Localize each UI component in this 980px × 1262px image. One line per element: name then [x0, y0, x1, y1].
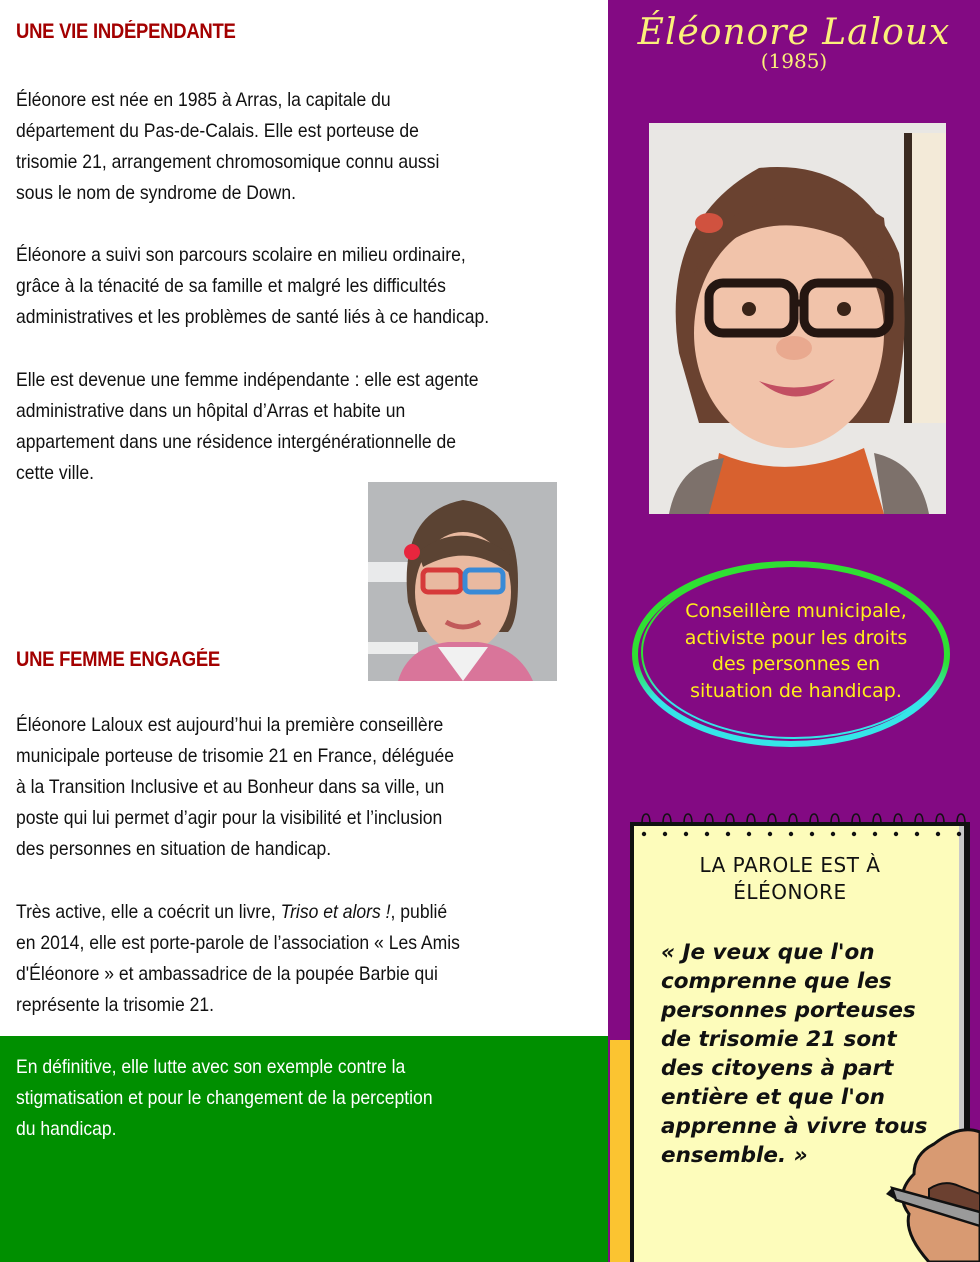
notepad-spiral-rings — [634, 812, 970, 838]
paragraph-book — [16, 897, 460, 1021]
section-heading-engaged-woman: UNE FEMME ENGAGÉE — [16, 648, 220, 671]
book-text-after: , publié en 2014, elle est porte-parole de l’association « Les Amis d'Éléonore » et ambassadrice de la poupée Barbie qui représente la trisomie 21. — [16, 901, 460, 1016]
small-photo — [368, 482, 557, 681]
portrait-image — [649, 123, 946, 514]
notepad-title: LA PAROLE EST À ÉLÉONORE — [699, 853, 881, 904]
notepad-quote: « Je veux que l'on comprenne que les personnes porteuses de trisomie 21 sont des citoyens à part entière et que l'on apprenne à vivre tous ensemble. » — [661, 940, 928, 1168]
amber-strip — [610, 1040, 630, 1262]
book-title: Triso et alors ! — [280, 901, 391, 923]
book-text-before: Très active, elle a coécrit un livre, — [16, 901, 281, 923]
section-heading-independent-life: UNE VIE INDÉPENDANTE — [16, 20, 236, 43]
paragraph-conclusion: En définitive, elle lutte avec son exemple contre la stigmatisation et pour le changement de la perception du handicap. — [16, 1056, 433, 1140]
portrait — [649, 123, 946, 514]
person-name: Éléonore Laloux — [637, 12, 951, 53]
paragraph-schooling: Éléonore a suivi son parcours scolaire en milieu ordinaire, grâce à la ténacité de sa famille et malgré les difficultés administratives et les problèmes de santé liés à ce handicap. — [16, 244, 490, 328]
paragraph-birth: Éléonore est née en 1985 à Arras, la capitale du département du Pas-de-Calais. Elle est porteuse de trisomie 21, arrangement chromosomique connu aussi sous le nom de syndrome de Down. — [16, 89, 440, 204]
hand-with-pen-icon — [884, 1124, 980, 1262]
conclusion-panel — [0, 1036, 610, 1262]
role-description: Conseillère municipale, activiste pour les droits des personnes en situation de handicap. — [684, 600, 908, 702]
paragraph-independence: Elle est devenue une femme indépendante : elle est agente administrative dans un hôpital d’Arras et habite un appartement dans une résidence intergénérationnelle de cette ville. — [16, 369, 479, 484]
birth-year: (1985) — [760, 49, 828, 73]
small-photo-image — [368, 482, 557, 681]
name-title — [608, 12, 980, 73]
paragraph-councillor: Éléonore Laloux est aujourd’hui la première conseillère municipale porteuse de trisomie 21 en France, déléguée à la Transition Inclusive et au Bonheur dans sa ville, un poste qui lui permet d’agir pour la visibilité et l’inclusion des personnes en situation de handicap. — [16, 714, 455, 860]
